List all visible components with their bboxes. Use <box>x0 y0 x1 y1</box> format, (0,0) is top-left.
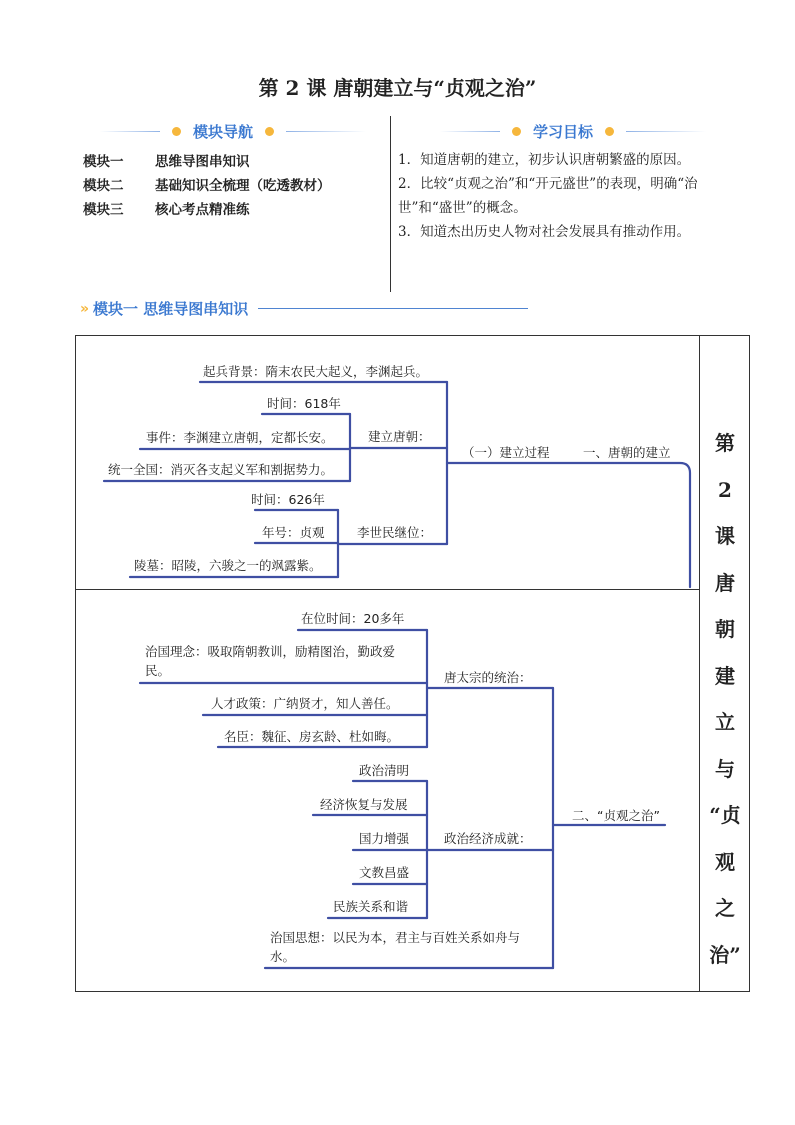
double-chevron-icon: » <box>80 300 90 317</box>
mm2-rule-idea-1: 治国理念：吸取隋朝教训，励精图治，勤政爱 <box>145 644 396 659</box>
mm1-branch: （一）建立过程 <box>462 445 550 460</box>
mm2-achieve-item: 文教昌盛 <box>359 865 410 880</box>
goal-item: 2．比较“贞观之治”和“开元盛世”的表现，明确“治世”和“盛世”的概念。 <box>398 176 698 216</box>
mm2-rule-idea-2: 民。 <box>145 663 171 678</box>
module-item[interactable]: 模块三 核心考点精准练 <box>83 202 250 218</box>
goal-item: 3．知道杰出历史人物对社会发展具有推动作用。 <box>398 224 691 240</box>
mm1-succession-tomb: 陵墓：昭陵，六骏之一的飒露紫。 <box>134 558 322 573</box>
page-title: 第 2 课 唐朝建立与“贞观之治” <box>258 76 537 100</box>
mm2-rule-label: 唐太宗的统治： <box>444 670 532 685</box>
mm1-succession-time: 时间：626年 <box>251 492 325 507</box>
mm2-thought-1: 治国思想：以民为本，君主与百姓关系如舟与 <box>270 930 521 945</box>
mm2-rule-time: 在位时间：20多年 <box>301 611 405 626</box>
mm1-founding-time: 时间：618年 <box>267 396 341 411</box>
mm2-rule-talent: 人才政策：广纳贤才，知人善任。 <box>211 696 399 711</box>
module-nav-title: 模块导航 <box>193 122 254 141</box>
mm2-thought-2: 水。 <box>270 949 296 964</box>
mm2-achieve-item: 经济恢复与发展 <box>320 797 408 812</box>
mm2-achieve-item: 民族关系和谐 <box>333 899 409 914</box>
goals-title: 学习目标 <box>533 122 594 141</box>
module-item[interactable]: 模块二 基础知识全梳理（吃透教材） <box>83 178 331 194</box>
module-item[interactable]: 模块一 思维导图串知识 <box>83 154 250 170</box>
module1-heading: » 模块一 思维导图串知识 <box>80 298 528 319</box>
mm2-achieve-label: 政治经济成就： <box>444 831 532 846</box>
mm1-background: 起兵背景：隋末农民大起义，李渊起兵。 <box>203 364 429 379</box>
mm1-founding-label: 建立唐朝： <box>368 429 431 444</box>
mm1-succession-label: 李世民继位： <box>357 525 433 540</box>
mm2-rule-ministers: 名臣：魏征、房玄龄、杜如晦。 <box>224 729 400 744</box>
mm1-founding-event: 事件：李渊建立唐朝，定都长安。 <box>146 430 334 445</box>
mm1-succession-era: 年号：贞观 <box>262 525 325 540</box>
mm2-achieve-item: 政治清明 <box>359 763 410 778</box>
mm2-root: 二、“贞观之治” <box>572 808 660 823</box>
mm1-root: 一、唐朝的建立 <box>583 445 671 460</box>
mm2-achieve-item: 国力增强 <box>359 831 410 846</box>
goal-item: 1．知道唐朝的建立，初步认识唐朝繁盛的原因。 <box>398 152 691 168</box>
mm1-founding-unify: 统一全国：消灭各支起义军和割据势力。 <box>108 462 334 477</box>
side-lesson-title: 第 2 课 唐 朝 建 立 与 “贞 观 之 治” <box>709 431 741 967</box>
